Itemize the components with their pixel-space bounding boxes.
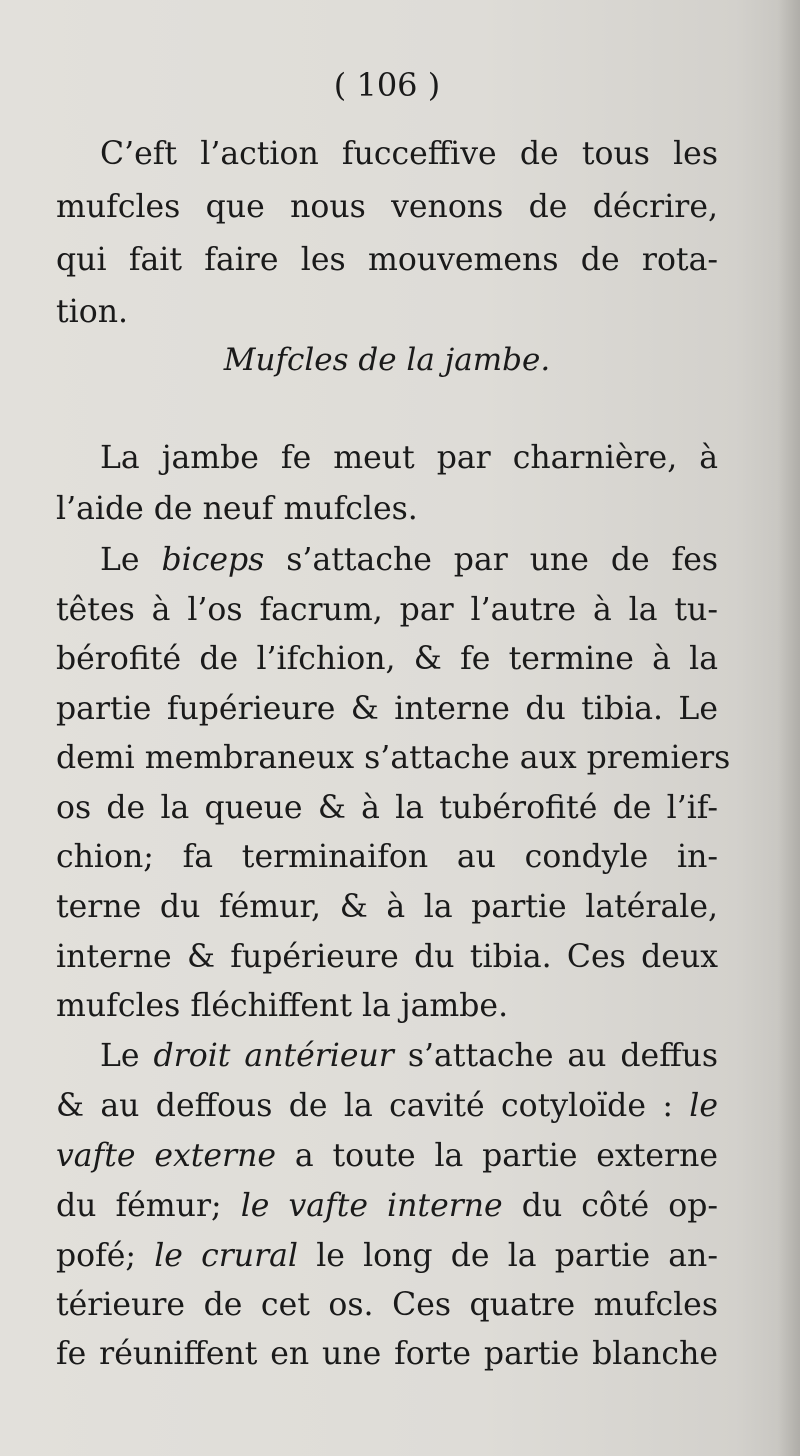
section-heading: Mufcles de la jambe. [223, 342, 551, 378]
page-number: ( 106 ) [333, 66, 441, 104]
italic-term: le [689, 1088, 718, 1124]
text-line: La jambe fe meut par charnière, à [100, 440, 718, 476]
text-run: Le [100, 542, 140, 578]
text-line: térieure de cet os. Ces quatre mufcles [56, 1287, 718, 1323]
text-run: & au deffous de la cavité cotyloïde : [56, 1088, 673, 1124]
text-line: terne du fémur, & à la partie latérale, [56, 889, 718, 925]
text-run: du fémur; [56, 1188, 222, 1224]
text-line: C’eft l’action fucceffive de tous les [100, 136, 718, 172]
text-line: chion; fa terminaifon au condyle in- [56, 839, 718, 875]
text-line: demi membraneux s’attache aux premiers [56, 740, 731, 776]
text-line [56, 1036, 718, 1076]
text-line [56, 1186, 718, 1226]
italic-term: le crural [154, 1238, 299, 1274]
italic-term: vafte externe [56, 1138, 277, 1174]
text-line: tion. [56, 294, 128, 330]
text-line: l’aide de neuf mufcles. [56, 491, 418, 527]
text-line: mufcles fléchiffent la jambe. [56, 988, 509, 1024]
text-run: le long de la partie an- [316, 1238, 718, 1274]
page-edge-shadow [778, 0, 800, 1456]
text-line [56, 1136, 718, 1176]
text-line: os de la queue & à la tubérofité de l’if- [56, 790, 718, 826]
text-run: s’attache au deffus [407, 1038, 719, 1074]
text-line: interne & fupérieure du tibia. Ces deux [56, 939, 718, 975]
text-line: partie fupérieure & interne du tibia. Le [56, 691, 718, 727]
text-run: Le [100, 1038, 140, 1074]
text-run: s’attache par une de fes [286, 542, 719, 578]
text-line [56, 1236, 718, 1276]
text-line [56, 540, 718, 580]
text-line: bérofité de l’ifchion, & fe termine à la [56, 641, 718, 677]
text-line: têtes à l’os facrum, par l’autre à la tu- [56, 592, 718, 628]
italic-term: droit antérieur [153, 1038, 394, 1074]
text-line: qui fait faire les mouvemens de rota- [56, 242, 718, 278]
italic-term: biceps [161, 542, 265, 578]
text-line: mufcles que nous venons de décrire, [56, 189, 718, 225]
text-run: du côté op- [521, 1188, 719, 1224]
text-run: pofé; [56, 1238, 137, 1274]
text-run: a toute la partie externe [294, 1138, 719, 1174]
text-line [56, 1086, 718, 1126]
italic-term: le vafte interne [240, 1188, 503, 1224]
text-line: fe réuniffent en une forte partie blanche [56, 1336, 718, 1372]
